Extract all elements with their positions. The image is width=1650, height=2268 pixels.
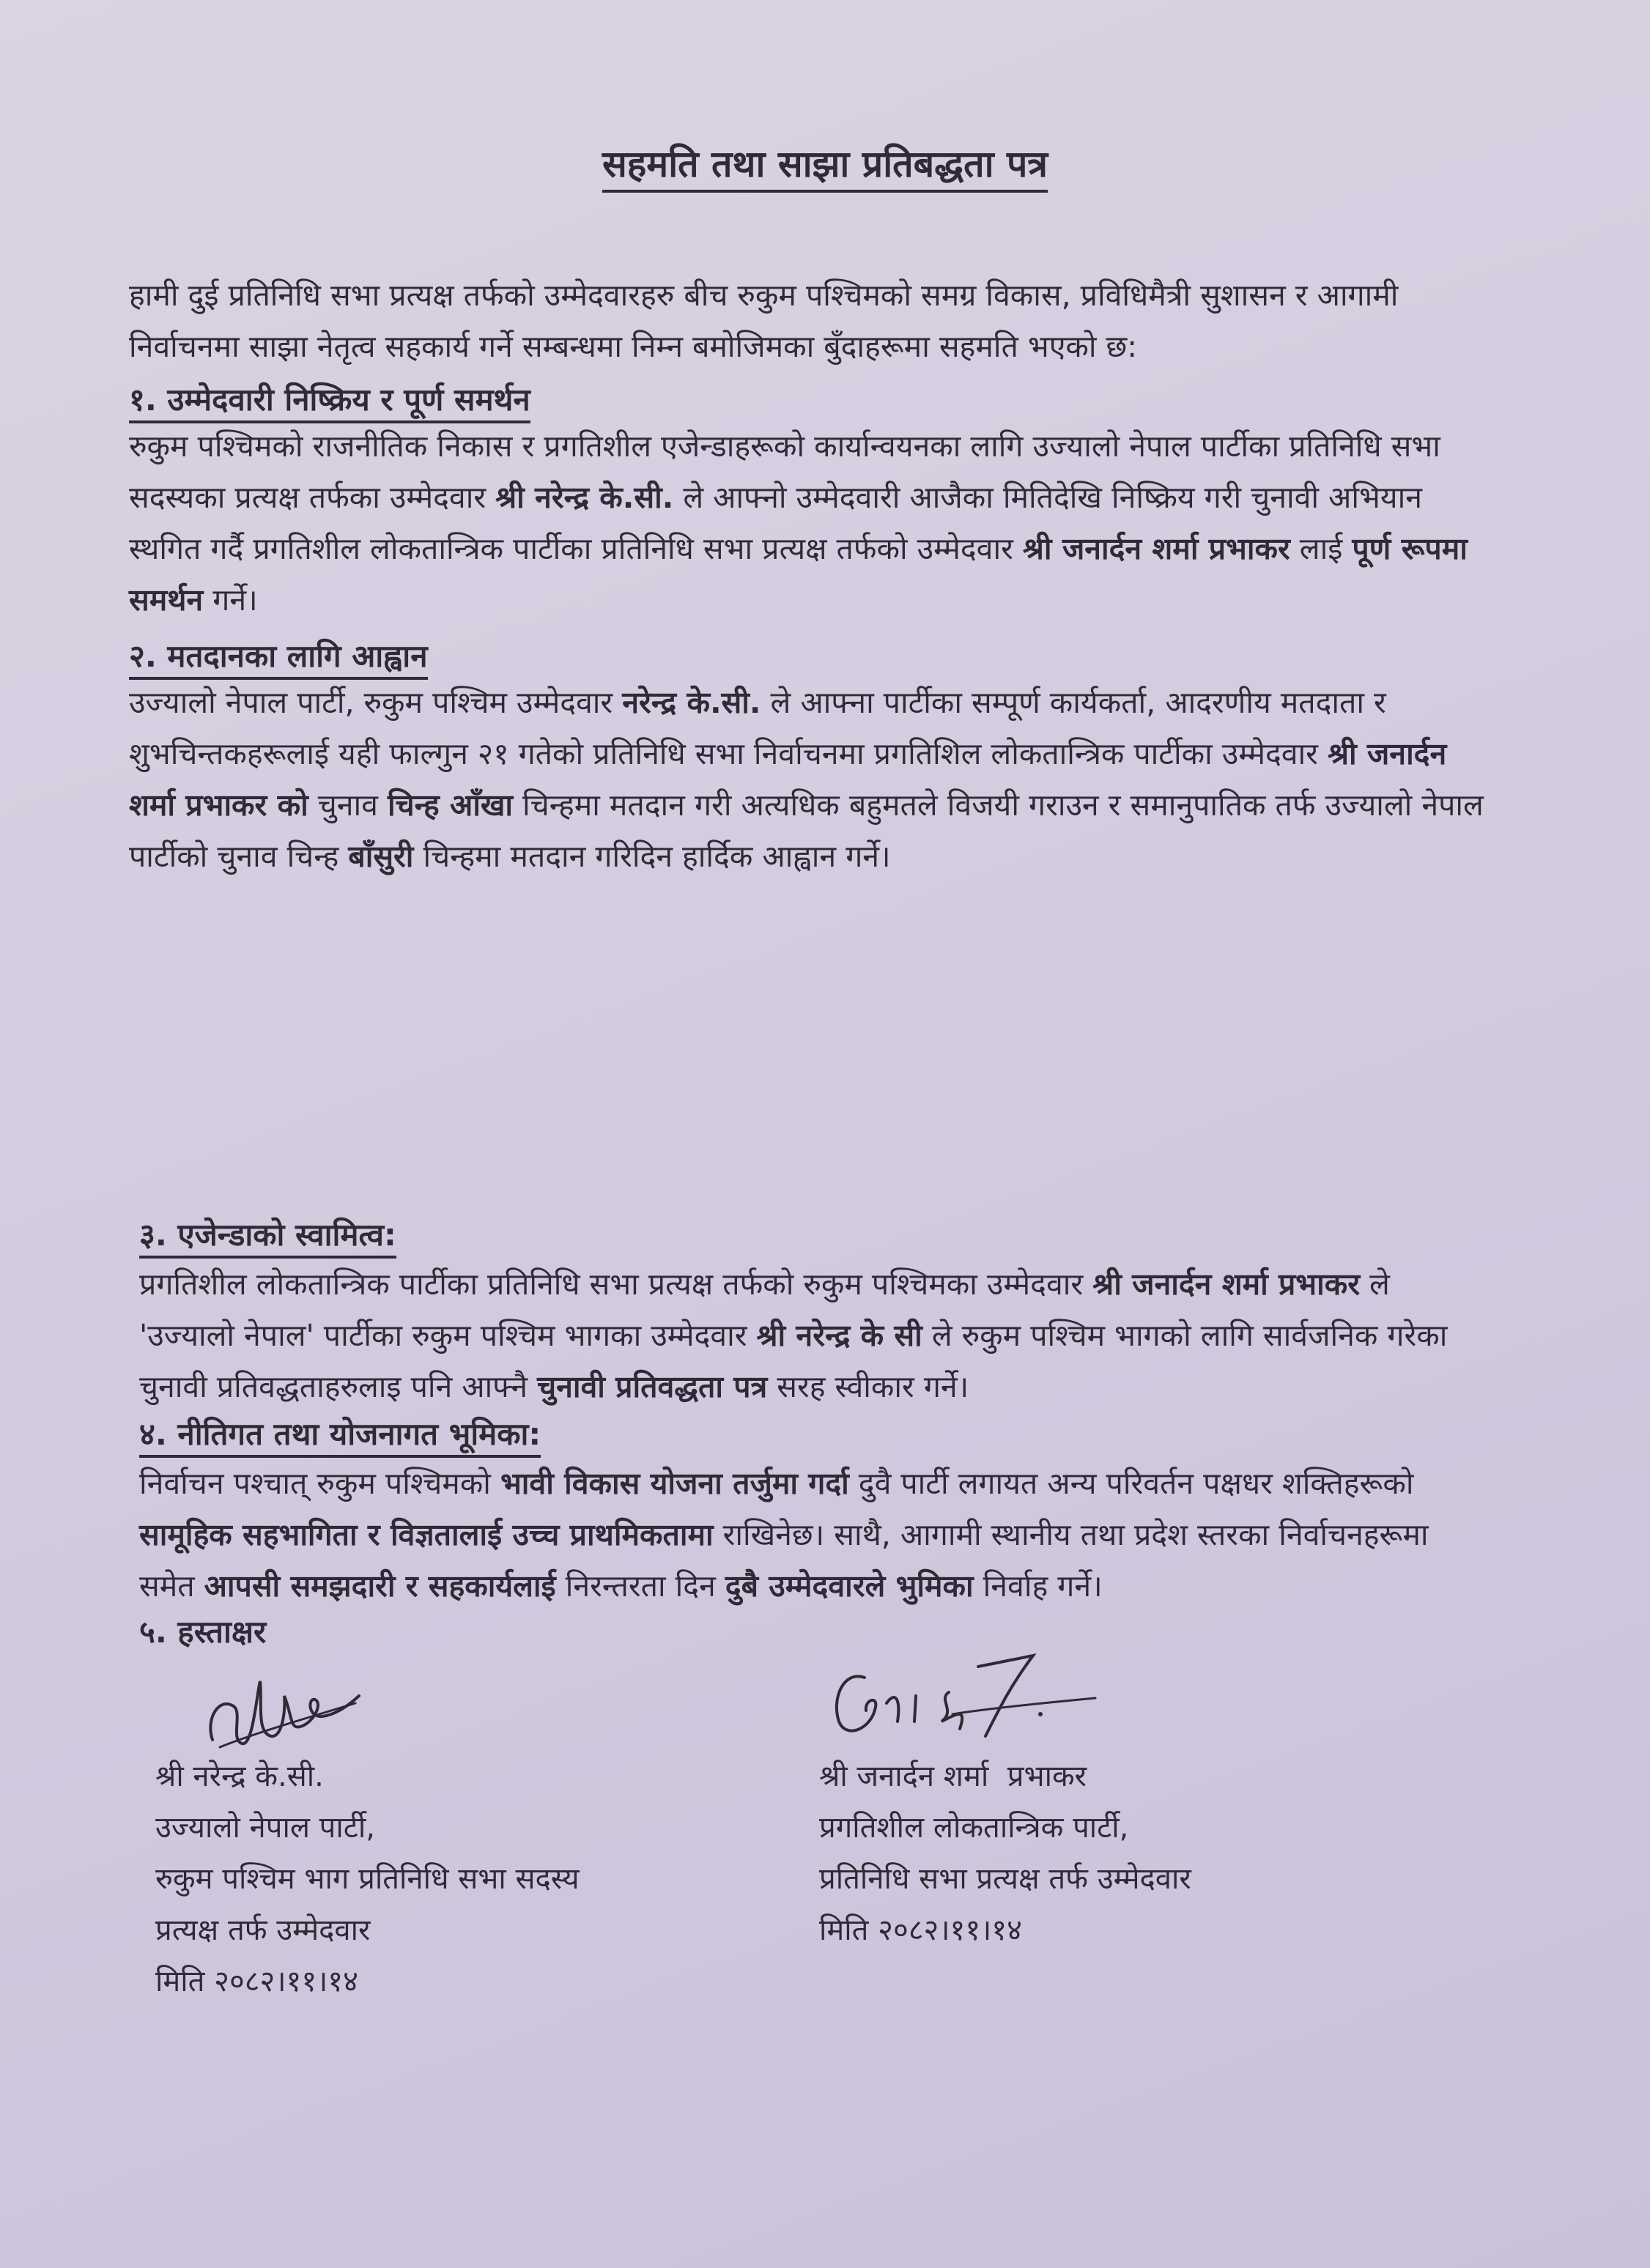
section4-t4: निरन्तरता दिन <box>555 1568 725 1604</box>
left-signatory-block <box>155 1751 580 2007</box>
section3-heading-text: ३. एजेन्डाको स्वामित्व: <box>139 1217 396 1259</box>
section1-heading-text: १. उम्मेदवारी निष्क्रिय र पूर्ण समर्थन <box>129 382 530 423</box>
section1-paragraph <box>129 420 1492 626</box>
section2-t2: ले आफ्ना पार्टीका सम्पूर्ण कार्यकर्ता, आदरणीय मतदाता र शुभचिन्तकहरूलाई यही फाल्गुन २१ गतेको प्रतिनिधि सभा निर्वाचनमा प्रगतिशिल लोकतान्त्रिक पार्टीका उम्मेदवार <box>129 685 1386 771</box>
section4-t1: निर्वाचन पश्चात् रुकुम पश्चिमको <box>139 1466 500 1501</box>
intro-paragraph <box>129 270 1492 372</box>
section1-b2: श्री जनार्दन शर्मा प्रभाकर <box>1022 531 1290 566</box>
section3-b2: श्री नरेन्द्र के सी <box>756 1318 922 1353</box>
intro-text: हामी दुई प्रतिनिधि सभा प्रत्यक्ष तर्फको उम्मेदवारहरु बीच रुकुम पश्चिमको समग्र विकास, प्रविधिमैत्री सुशासन र आगामी निर्वाचनमा साझा नेतृत्व सहकार्य गर्ने सम्बन्धमा निम्न बमोजिमका बुँदाहरूमा सहमति भएको छ: <box>129 278 1399 364</box>
section1-t4: गर्ने। <box>203 582 258 618</box>
section4-t5: निर्वाह गर्ने। <box>973 1568 1103 1604</box>
right-signatory-name: श्री जनार्दन शर्मा प्रभाकर <box>819 1760 1087 1793</box>
left-signatory-date: मिति २०८२।११।१४ <box>155 1965 358 1998</box>
right-signatory-date: मिति २०८२।११।१४ <box>819 1913 1022 1947</box>
section2-heading <box>129 634 428 676</box>
section4-b3: आपसी समझदारी र सहकार्यलाई <box>204 1568 556 1604</box>
section1-b1: श्री नरेन्द्र के.सी. <box>495 480 674 515</box>
title-text: सहमति तथा साझा प्रतिबद्धता पत्र <box>602 143 1048 193</box>
section2-b3: चिन्ह आँखा <box>387 788 514 823</box>
section4-paragraph <box>139 1458 1492 1612</box>
section4-b1: भावी विकास योजना तर्जुमा गर्दा <box>500 1466 849 1501</box>
section1-t3: लाई <box>1290 531 1353 566</box>
section2-b2: श्री जनार्दन शर्मा प्रभाकर को <box>129 736 1447 823</box>
section4-t2: दुवै पार्टी लगायत अन्य परिवर्तन पक्षधर शक्तिहरूको <box>848 1466 1414 1501</box>
section1-text <box>129 420 1492 626</box>
section1-t2: ले आफ्नो उम्मेदवारी आजैका मितिदेखि निष्क्रिय गरी चुनावी अभियान स्थगित गर्दै प्रगतिशील लोकतान्त्रिक पार्टीका प्रतिनिधि सभा प्रत्यक्ष तर्फको उम्मेदवार <box>129 480 1422 566</box>
section3-t3: ले रुकुम पश्चिम भागको लागि सार्वजनिक गरेका चुनावी प्रतिवद्धताहरुलाइ पनि आफ्नै <box>139 1318 1448 1404</box>
section4-t3: राखिनेछ। साथै, आगामी स्थानीय तथा प्रदेश स्तरका निर्वाचनहरूमा समेत <box>139 1517 1429 1604</box>
section1-t1: रुकुम पश्चिमको राजनीतिक निकास र प्रगतिशील एजेन्डाहरूको कार्यान्वयनका लागि उज्यालो नेपाल पार्टीका प्रतिनिधि सभा सदस्यका प्रत्यक्ष तर्फका उम्मेदवार <box>129 429 1440 515</box>
section3-text <box>139 1259 1492 1412</box>
left-signatory-role2: प्रत्यक्ष तर्फ उम्मेदवार <box>155 1913 371 1947</box>
section2-t3: चुनाव <box>308 788 388 823</box>
section5-heading-text: ५. हस्ताक्षर <box>139 1614 267 1650</box>
section2-paragraph <box>129 677 1492 882</box>
section2-t5: चिन्हमा मतदान गरिदिन हार्दिक आह्वान गर्ने। <box>413 839 891 874</box>
section2-t1: उज्यालो नेपाल पार्टी, रुकुम पश्चिम उम्मेदवार <box>129 685 623 720</box>
section4-b4: दुबै उम्मेदवारले भुमिका <box>725 1568 974 1604</box>
section3-heading <box>139 1213 396 1255</box>
left-signatory-party: उज्यालो नेपाल पार्टी, <box>155 1811 375 1845</box>
left-signature-image <box>198 1652 366 1762</box>
section5-heading <box>139 1610 266 1652</box>
right-signatory-block <box>819 1751 1191 1956</box>
right-signatory-party: प्रगतिशील लोकतान्त्रिक पार्टी, <box>819 1811 1129 1845</box>
section2-text <box>129 677 1492 882</box>
left-signatory-role: रुकुम पश्चिम भाग प्रतिनिधि सभा सदस्य <box>155 1862 580 1896</box>
section3-paragraph <box>139 1259 1492 1412</box>
section2-heading-text: २. मतदानका लागि आह्वान <box>129 638 428 680</box>
section1-heading <box>129 378 530 420</box>
section3-b1: श्री जनार्दन शर्मा प्रभाकर <box>1092 1267 1361 1302</box>
document-title <box>0 138 1650 188</box>
section2-b4: बाँसुरी <box>348 839 414 874</box>
section3-t2: ले 'उज्यालो नेपाल' पार्टीका रुकुम पश्चिम भागका उम्मेदवार <box>139 1267 1390 1353</box>
section4-heading <box>139 1412 541 1454</box>
section3-t4: सरह स्वीकार गर्ने। <box>767 1369 969 1404</box>
section2-b1: नरेन्द्र के.सी. <box>622 685 761 720</box>
section1-b3: पूर्ण रूपमा समर्थन <box>129 531 1468 618</box>
section4-heading-text: ४. नीतिगत तथा योजनागत भूमिका: <box>139 1416 541 1458</box>
section3-b3: चुनावी प्रतिवद्धता पत्र <box>537 1369 768 1404</box>
section3-t1: प्रगतिशील लोकतान्त्रिक पार्टीका प्रतिनिधि सभा प्रत्यक्ष तर्फको रुकुम पश्चिमका उम्मेदवार <box>139 1267 1093 1302</box>
section4-b2: सामूहिक सहभागिता र विज्ञतालाई उच्च प्राथमिकतामा <box>139 1517 714 1552</box>
left-signatory-name: श्री नरेन्द्र के.सी. <box>155 1760 324 1793</box>
right-signatory-role: प्रतिनिधि सभा प्रत्यक्ष तर्फ उम्मेदवार <box>819 1862 1191 1896</box>
section4-text <box>139 1458 1492 1612</box>
section2-t4: चिन्हमा मतदान गरी अत्यधिक बहुमतले विजयी गराउन र समानुपातिक तर्फ उज्यालो नेपाल पार्टीको चुनाव चिन्ह <box>129 788 1484 874</box>
right-signature-image <box>821 1641 1114 1751</box>
